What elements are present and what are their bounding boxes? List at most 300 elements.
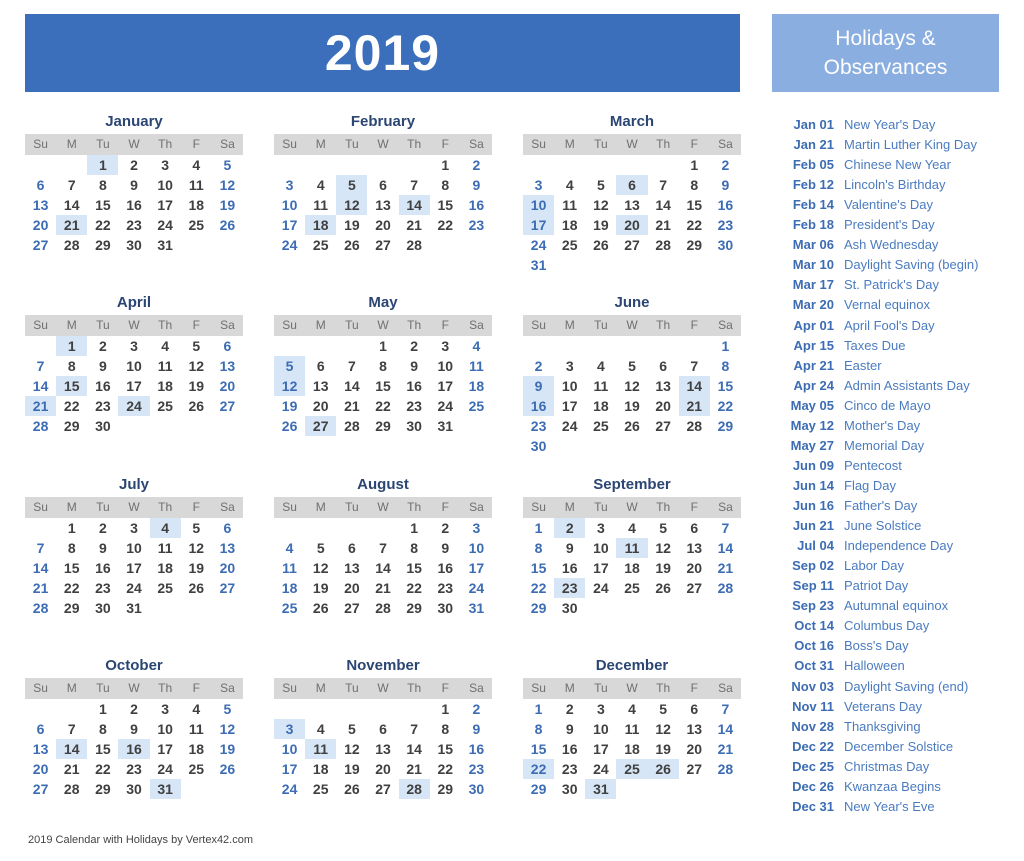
empty-cell	[648, 255, 679, 275]
day-cell: 14	[399, 195, 430, 215]
weekday-label: Tu	[345, 137, 359, 151]
day-cell: 31	[157, 237, 173, 253]
day-cell: 8	[534, 540, 543, 556]
day-cell: 1	[441, 157, 450, 173]
day-cell: 27	[219, 580, 236, 596]
day-cell: 16	[468, 741, 485, 757]
day-cell: 25	[188, 761, 205, 777]
day-cell: 12	[188, 358, 205, 374]
week-row	[25, 376, 243, 396]
empty-cell	[648, 779, 679, 799]
day-cell: 9	[441, 540, 450, 556]
empty-cell	[461, 235, 492, 255]
day-cell: 1	[87, 155, 118, 175]
week-row	[523, 436, 741, 456]
holiday-item	[781, 335, 1021, 355]
holiday-item	[781, 796, 1021, 816]
empty-cell	[181, 598, 212, 618]
day-cell: 16	[406, 378, 422, 394]
holiday-name: Veterans Day	[844, 698, 923, 714]
holiday-date: Jun 16	[792, 497, 834, 513]
day-cell: 28	[399, 779, 430, 799]
day-cell: 29	[686, 237, 703, 253]
week-row	[25, 699, 243, 719]
day-cell: 5	[628, 358, 636, 374]
week-row	[523, 759, 741, 779]
holiday-item	[781, 756, 1021, 776]
holiday-item	[781, 154, 1021, 174]
empty-cell	[616, 436, 647, 456]
day-cell: 1	[56, 336, 87, 356]
holiday-date: Nov 28	[791, 718, 834, 734]
empty-cell	[523, 336, 554, 356]
day-cell: 5	[192, 520, 201, 536]
day-cell: 17	[281, 217, 298, 233]
week-row	[274, 538, 492, 558]
month-name: December	[595, 657, 669, 674]
weekday-label: Tu	[96, 137, 110, 151]
day-cell: 14	[717, 540, 734, 556]
empty-cell	[710, 255, 741, 275]
month-october	[25, 654, 243, 799]
empty-cell	[679, 336, 710, 356]
weekday-label: M	[315, 681, 326, 695]
empty-cell	[305, 699, 336, 719]
empty-cell	[212, 416, 243, 436]
week-row	[25, 416, 243, 436]
holiday-item	[781, 114, 1021, 134]
weekday-label: Tu	[594, 318, 608, 332]
day-cell: 1	[379, 338, 387, 354]
holiday-item	[781, 375, 1021, 395]
holiday-item	[781, 696, 1021, 716]
day-cell: 19	[344, 217, 360, 233]
day-cell: 24	[561, 418, 578, 434]
month-february	[274, 110, 492, 255]
day-cell: 26	[188, 580, 205, 596]
week-row	[274, 175, 492, 195]
day-cell: 17	[468, 560, 485, 576]
weekday-label: F	[192, 681, 200, 695]
weekday-label: Tu	[345, 681, 359, 695]
day-cell: 25	[312, 781, 329, 797]
day-cell: 26	[344, 237, 360, 253]
weekday-label: Su	[33, 500, 48, 514]
holiday-name: New Year's Eve	[844, 798, 935, 814]
day-cell: 10	[281, 197, 298, 213]
holiday-name: Flag Day	[844, 477, 897, 493]
day-cell: 15	[530, 741, 547, 757]
day-cell: 19	[219, 197, 236, 213]
day-cell: 12	[274, 376, 305, 396]
holiday-date: May 27	[790, 437, 834, 453]
weekday-label: M	[66, 137, 77, 151]
day-cell: 20	[344, 580, 360, 596]
day-cell: 27	[624, 237, 640, 253]
day-cell: 29	[530, 600, 547, 616]
footer-credit: 2019 Calendar with Holidays by Vertex42.com	[28, 834, 254, 846]
holiday-date: Sep 11	[792, 577, 834, 593]
week-row	[523, 538, 741, 558]
day-cell: 28	[655, 237, 671, 253]
day-cell: 30	[530, 438, 547, 454]
day-cell: 14	[63, 197, 80, 213]
holiday-date: Feb 05	[792, 156, 834, 172]
day-cell: 23	[554, 578, 585, 598]
day-cell: 15	[95, 197, 111, 213]
day-cell: 18	[157, 378, 173, 394]
day-cell: 13	[344, 560, 360, 576]
holiday-name: Patriot Day	[844, 577, 909, 593]
holiday-item	[781, 435, 1021, 455]
day-cell: 1	[690, 157, 699, 173]
weekday-header	[274, 678, 492, 699]
day-cell: 7	[36, 540, 45, 556]
weekday-label: W	[626, 137, 638, 151]
day-cell: 23	[126, 217, 142, 233]
holiday-item	[781, 515, 1021, 535]
day-cell: 13	[219, 540, 236, 556]
week-row	[523, 155, 741, 175]
day-cell: 25	[468, 398, 485, 414]
day-cell: 4	[628, 520, 636, 536]
day-cell: 21	[56, 215, 87, 235]
day-cell: 16	[717, 197, 734, 213]
day-cell: 8	[441, 177, 450, 193]
week-row	[523, 215, 741, 235]
day-cell: 9	[472, 177, 481, 193]
day-cell: 14	[56, 739, 87, 759]
week-row	[25, 336, 243, 356]
week-row	[274, 336, 492, 356]
holiday-date: Feb 14	[792, 196, 834, 212]
weekday-header	[523, 497, 741, 518]
day-cell: 29	[406, 600, 422, 616]
day-cell: 5	[659, 701, 668, 717]
day-cell: 27	[32, 237, 49, 253]
week-row	[25, 215, 243, 235]
empty-cell	[336, 155, 367, 175]
day-cell: 11	[593, 378, 609, 394]
weekday-label: Tu	[594, 500, 608, 514]
empty-cell	[710, 598, 741, 618]
day-cell: 9	[130, 721, 138, 737]
day-cell: 9	[98, 540, 107, 556]
day-cell: 11	[624, 721, 640, 737]
day-cell: 12	[593, 197, 609, 213]
day-cell: 23	[406, 398, 422, 414]
holiday-item	[781, 495, 1021, 515]
day-cell: 26	[648, 759, 679, 779]
weekday-label: Th	[158, 318, 173, 332]
weekday-header	[523, 678, 741, 699]
day-cell: 12	[655, 540, 671, 556]
holiday-name: Columbus Day	[844, 617, 930, 633]
weekday-label: M	[564, 318, 575, 332]
holiday-name: Taxes Due	[844, 337, 906, 353]
day-cell: 21	[375, 580, 391, 596]
month-name: June	[614, 294, 650, 311]
holiday-item	[781, 776, 1021, 796]
holiday-name: Chinese New Year	[844, 156, 951, 172]
empty-cell	[585, 436, 616, 456]
weekday-label: F	[441, 137, 449, 151]
holiday-date: May 05	[790, 397, 834, 413]
weekday-label: Sa	[469, 137, 484, 151]
day-cell: 20	[219, 378, 236, 394]
week-row	[25, 578, 243, 598]
day-cell: 25	[281, 600, 298, 616]
weekday-label: F	[690, 318, 698, 332]
holiday-item	[781, 395, 1021, 415]
weekday-label: F	[192, 137, 200, 151]
weekday-label: M	[564, 137, 575, 151]
week-row	[25, 759, 243, 779]
day-cell: 11	[305, 739, 336, 759]
day-cell: 16	[118, 739, 149, 759]
day-cell: 30	[561, 781, 578, 797]
holiday-item	[781, 655, 1021, 675]
day-cell: 2	[410, 338, 419, 354]
day-cell: 18	[305, 215, 336, 235]
holiday-name: President's Day	[844, 216, 935, 232]
day-cell: 16	[468, 197, 485, 213]
empty-cell	[554, 155, 585, 175]
day-cell: 8	[441, 721, 450, 737]
day-cell: 2	[472, 701, 481, 717]
weekday-header	[274, 497, 492, 518]
weekday-label: M	[66, 318, 77, 332]
day-cell: 16	[437, 560, 454, 576]
empty-cell	[118, 416, 149, 436]
day-cell: 17	[437, 378, 454, 394]
day-cell: 15	[375, 378, 391, 394]
weekday-label: Sa	[469, 318, 484, 332]
holiday-name: New Year's Day	[844, 116, 936, 132]
holiday-name: Thanksgiving	[844, 718, 921, 734]
holiday-name: Labor Day	[844, 557, 904, 573]
day-cell: 18	[157, 560, 173, 576]
empty-cell	[554, 436, 585, 456]
month-june	[523, 291, 741, 456]
day-cell: 24	[157, 217, 173, 233]
day-cell: 31	[468, 600, 485, 616]
week-row	[523, 356, 741, 376]
day-cell: 8	[67, 358, 76, 374]
holiday-item	[781, 294, 1021, 314]
empty-cell	[305, 336, 336, 356]
weekday-label: F	[690, 681, 698, 695]
day-cell: 2	[554, 518, 585, 538]
empty-cell	[25, 699, 56, 719]
day-cell: 9	[721, 177, 730, 193]
weekday-label: Su	[531, 137, 546, 151]
holiday-date: Nov 11	[792, 698, 834, 714]
holiday-name: Halloween	[844, 657, 905, 673]
day-cell: 10	[561, 378, 578, 394]
holiday-date: Apr 01	[793, 317, 834, 333]
week-row	[274, 598, 492, 618]
day-cell: 14	[32, 560, 49, 576]
day-cell: 24	[281, 781, 298, 797]
month-july	[25, 473, 243, 618]
empty-cell	[181, 779, 212, 799]
weekday-header	[25, 134, 243, 155]
week-row	[523, 598, 741, 618]
day-cell: 28	[344, 418, 360, 434]
week-row	[25, 739, 243, 759]
month-november	[274, 654, 492, 799]
weekday-label: Tu	[96, 681, 110, 695]
day-cell: 10	[126, 358, 142, 374]
holiday-date: Oct 31	[794, 657, 834, 673]
week-row	[25, 356, 243, 376]
day-cell: 21	[32, 580, 49, 596]
day-cell: 18	[188, 197, 205, 213]
holiday-date: Dec 25	[792, 758, 834, 774]
day-cell: 28	[63, 781, 80, 797]
month-may	[274, 291, 492, 436]
day-cell: 10	[593, 540, 609, 556]
day-cell: 27	[305, 416, 336, 436]
weekday-header	[274, 134, 492, 155]
day-cell: 16	[95, 378, 111, 394]
empty-cell	[274, 699, 305, 719]
week-row	[523, 235, 741, 255]
holiday-date: Jan 21	[793, 136, 834, 152]
holiday-date: Nov 03	[791, 678, 834, 694]
day-cell: 7	[347, 358, 356, 374]
holiday-date: Apr 21	[793, 357, 834, 373]
weekday-label: Su	[33, 681, 48, 695]
day-cell: 24	[437, 398, 454, 414]
day-cell: 31	[585, 779, 616, 799]
day-cell: 19	[593, 217, 609, 233]
empty-cell	[585, 336, 616, 356]
weekday-label: Sa	[469, 681, 484, 695]
empty-cell	[679, 255, 710, 275]
holiday-item	[781, 535, 1021, 555]
day-cell: 6	[347, 540, 356, 556]
empty-cell	[181, 235, 212, 255]
day-cell: 22	[717, 398, 734, 414]
day-cell: 30	[561, 600, 578, 616]
holiday-date: Sep 23	[792, 597, 834, 613]
day-cell: 31	[437, 418, 454, 434]
day-cell: 14	[679, 376, 710, 396]
weekday-label: W	[128, 137, 140, 151]
empty-cell	[212, 235, 243, 255]
month-name: October	[105, 657, 163, 674]
day-cell: 5	[596, 177, 605, 193]
day-cell: 3	[130, 338, 138, 354]
empty-cell	[554, 336, 585, 356]
weekday-label: Th	[407, 318, 422, 332]
weekday-label: Th	[656, 137, 671, 151]
month-name: May	[368, 294, 398, 311]
day-cell: 4	[596, 358, 605, 374]
empty-cell	[616, 336, 647, 356]
day-cell: 10	[468, 540, 485, 556]
week-row	[274, 779, 492, 799]
week-row	[274, 356, 492, 376]
day-cell: 2	[472, 157, 481, 173]
empty-cell	[181, 416, 212, 436]
day-cell: 2	[565, 701, 574, 717]
holiday-name: April Fool's Day	[844, 317, 935, 333]
empty-cell	[648, 336, 679, 356]
week-row	[523, 175, 741, 195]
day-cell: 2	[130, 157, 138, 173]
weekday-label: F	[690, 137, 698, 151]
day-cell: 20	[375, 761, 391, 777]
empty-cell	[679, 598, 710, 618]
empty-cell	[710, 779, 741, 799]
day-cell: 8	[379, 358, 387, 374]
day-cell: 17	[561, 398, 578, 414]
day-cell: 10	[157, 177, 173, 193]
empty-cell	[367, 155, 398, 175]
day-cell: 10	[523, 195, 554, 215]
day-cell: 7	[721, 701, 730, 717]
week-row	[274, 396, 492, 416]
weekday-label: Su	[531, 681, 546, 695]
holiday-date: May 12	[790, 417, 834, 433]
week-row	[25, 155, 243, 175]
day-cell: 22	[95, 761, 111, 777]
day-cell: 26	[624, 418, 640, 434]
day-cell: 19	[312, 580, 329, 596]
empty-cell	[616, 779, 647, 799]
day-cell: 18	[561, 217, 578, 233]
weekday-label: W	[626, 681, 638, 695]
day-cell: 20	[312, 398, 329, 414]
day-cell: 4	[316, 177, 325, 193]
day-cell: 22	[437, 761, 454, 777]
month-april	[25, 291, 243, 436]
day-cell: 8	[98, 177, 107, 193]
weekday-label: Th	[158, 681, 173, 695]
weekday-label: Sa	[469, 500, 484, 514]
day-cell: 29	[530, 781, 547, 797]
month-name: November	[346, 657, 420, 674]
day-cell: 6	[223, 338, 232, 354]
day-cell: 29	[95, 781, 111, 797]
holiday-item	[781, 355, 1021, 375]
holiday-item	[781, 555, 1021, 575]
day-cell: 29	[63, 600, 80, 616]
day-cell: 4	[628, 701, 636, 717]
day-cell: 16	[561, 741, 578, 757]
day-cell: 19	[655, 741, 671, 757]
weekday-label: F	[441, 318, 449, 332]
day-cell: 29	[63, 418, 80, 434]
day-cell: 3	[596, 701, 605, 717]
day-cell: 15	[95, 741, 111, 757]
day-cell: 1	[410, 520, 419, 536]
week-row	[274, 578, 492, 598]
day-cell: 21	[25, 396, 56, 416]
day-cell: 14	[344, 378, 360, 394]
day-cell: 13	[32, 197, 49, 213]
day-cell: 18	[624, 741, 640, 757]
month-name: April	[116, 294, 152, 311]
day-cell: 20	[219, 560, 236, 576]
day-cell: 13	[686, 721, 703, 737]
empty-cell	[25, 155, 56, 175]
day-cell: 24	[593, 761, 609, 777]
day-cell: 5	[223, 701, 232, 717]
